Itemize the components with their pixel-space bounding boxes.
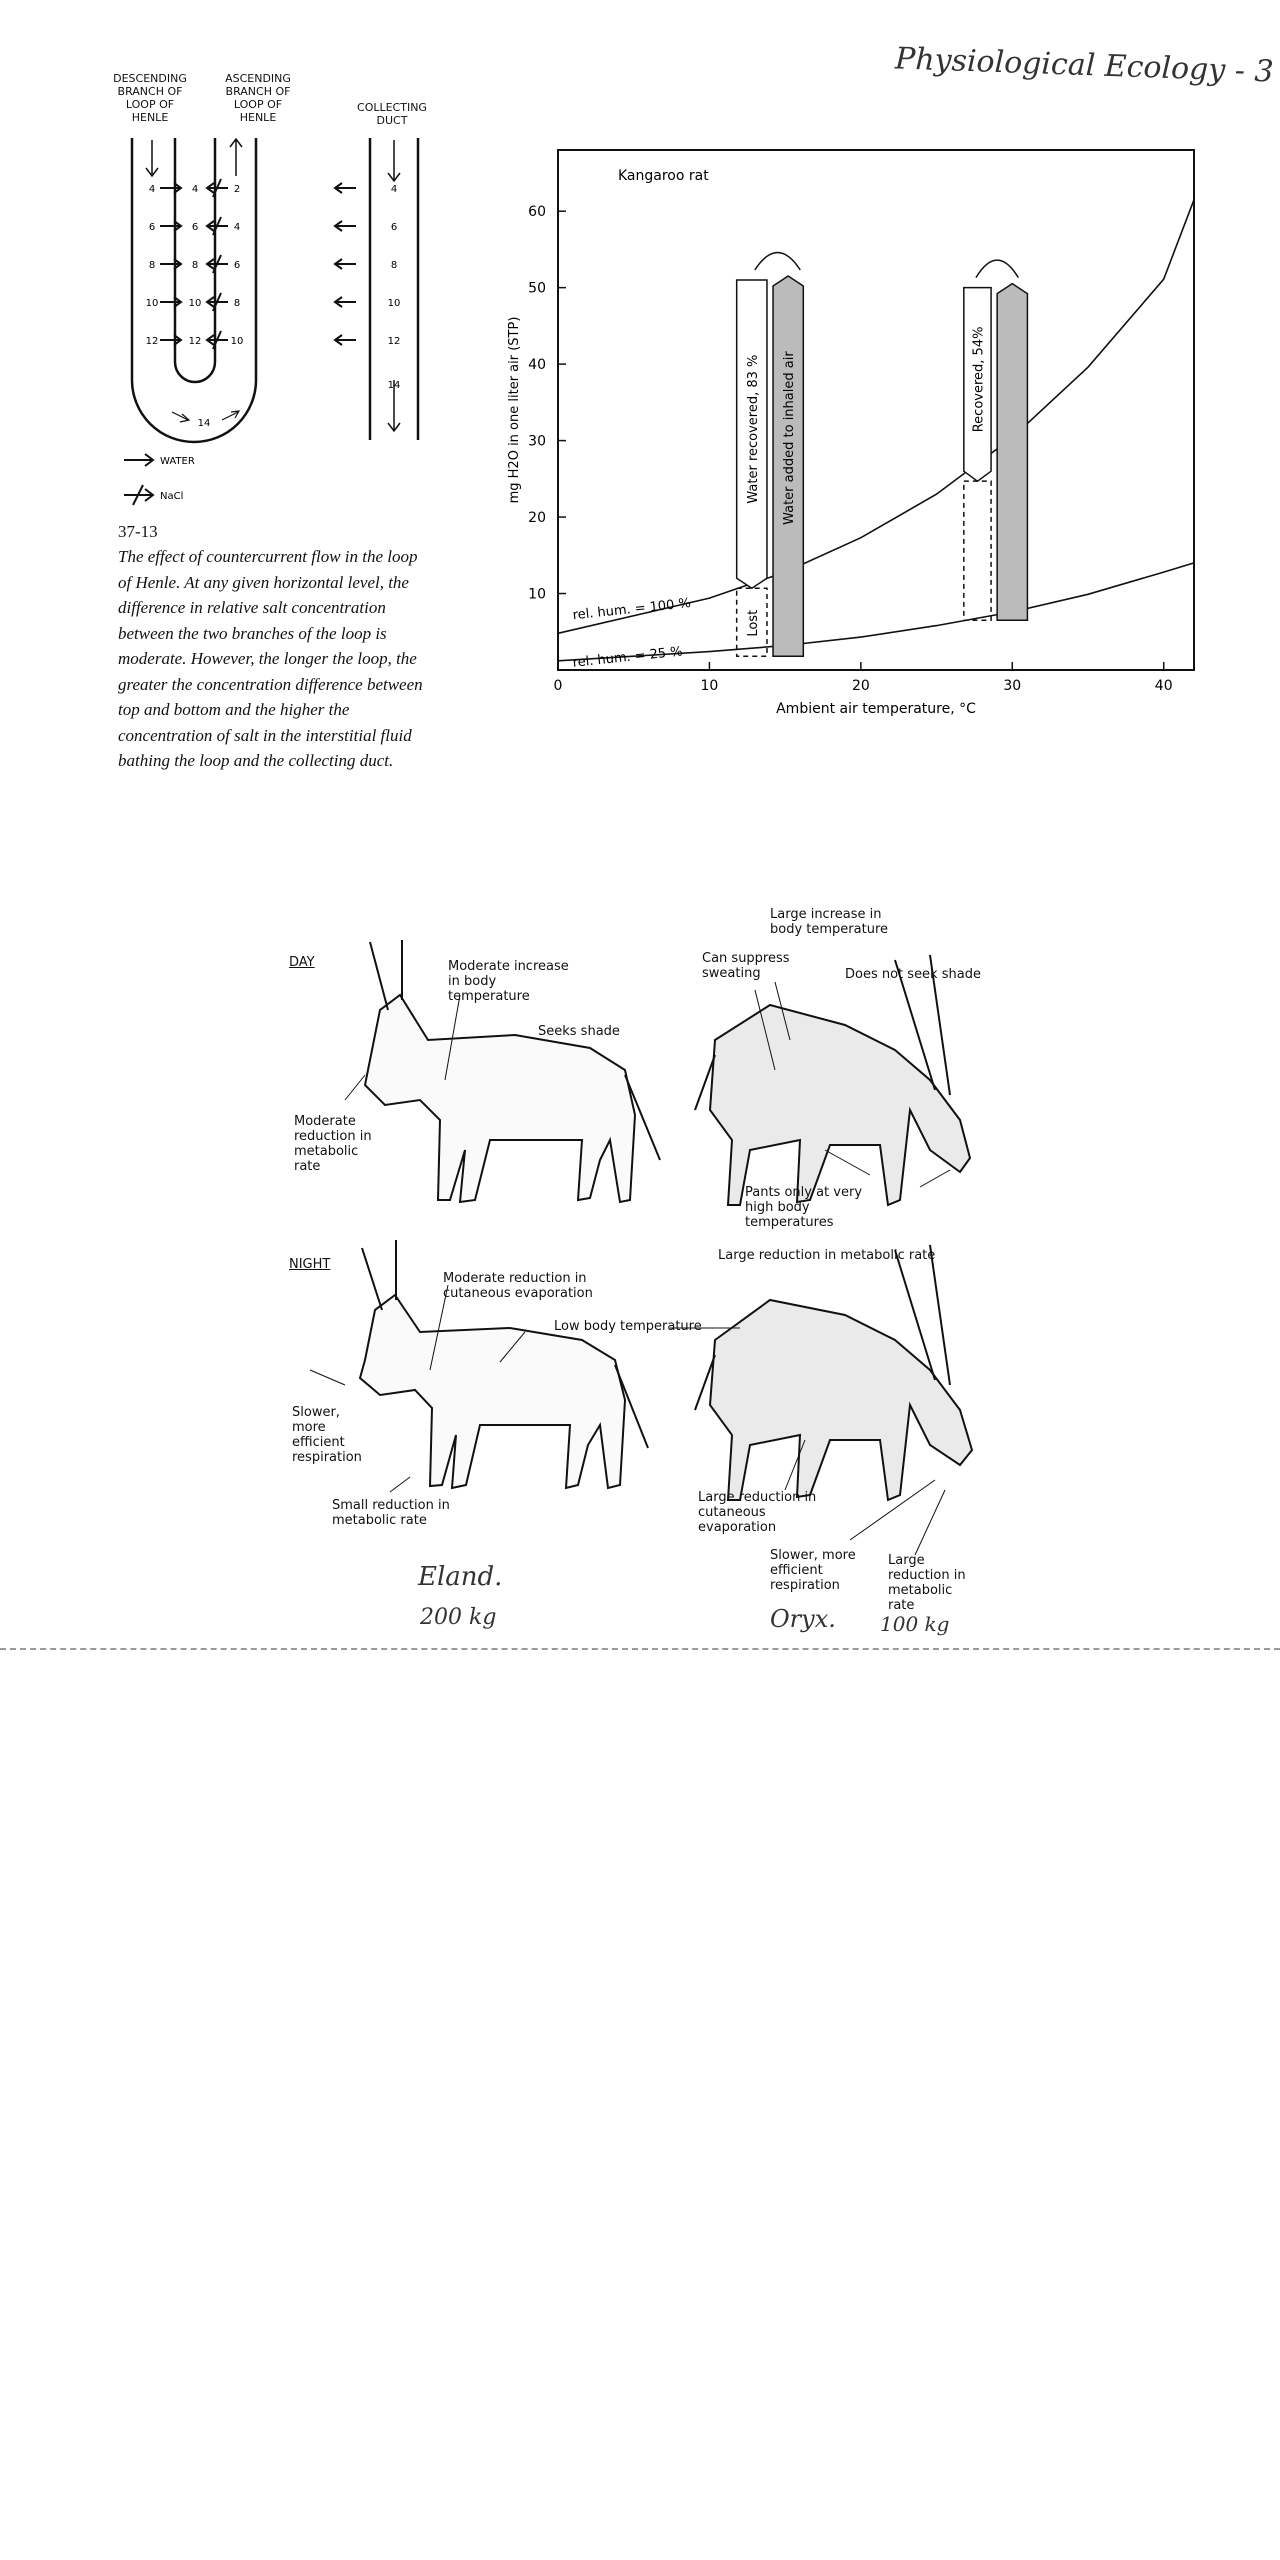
ascending-inner-value: 4 [191, 184, 199, 195]
oryx-day-annotation-metabolic: Large reduction in metabolic rate [718, 1248, 936, 1263]
oryx-day-annotation-body-temp: Large increase in body temperature [770, 907, 888, 937]
eland-day-annotation-metabolic: Moderate reduction in metabolic rate [294, 1114, 372, 1174]
duct-value: 8 [390, 260, 398, 271]
duct-water-arrow [335, 259, 356, 269]
eland-name: Eland. [418, 1562, 503, 1592]
bar-label-added: Water added to inhaled air [782, 351, 798, 525]
bottom-arrow-right [222, 411, 239, 420]
duct-value: 4 [390, 184, 398, 195]
down-flow-arrow [146, 140, 158, 176]
ascending-value: 4 [233, 222, 241, 233]
series-line [558, 200, 1194, 634]
salt-out-arrow [207, 293, 228, 311]
oryx-name: Oryx. [770, 1605, 836, 1633]
water-legend-arrow [124, 454, 153, 466]
descending-value: 12 [145, 336, 159, 347]
duct-water-arrow [335, 335, 356, 345]
x-tick-label: 40 [1154, 678, 1173, 694]
handwritten-title: Physiological Ecology - 3 [894, 41, 1275, 90]
water-out-arrow [160, 335, 181, 345]
oryx-day-drawing [695, 955, 970, 1205]
duct-water-arrow [335, 183, 356, 193]
night-label: NIGHT [289, 1257, 331, 1272]
scan-edge-line [0, 1648, 1280, 1650]
ascending-value: 10 [230, 336, 244, 347]
bar-label-lost: Lost [745, 609, 761, 637]
water-legend-label: WATER [160, 456, 195, 467]
transfer-arrow [755, 253, 800, 271]
y-tick-label: 60 [528, 204, 546, 221]
collecting-duct-label: COLLECTING DUCT [357, 101, 427, 127]
oryx-night-drawing [695, 1245, 972, 1500]
duct-value: 10 [387, 298, 401, 309]
descending-value: 6 [148, 222, 156, 233]
day-label: DAY [289, 955, 315, 970]
oryx-day-annotation-shade: Does not seek shade [845, 967, 981, 982]
descending-value: 8 [148, 260, 156, 271]
x-tick-label: 30 [1003, 678, 1022, 694]
ascending-branch-label: ASCENDING BRANCH OF LOOP OF HENLE [225, 72, 291, 124]
x-tick-label: 0 [553, 678, 563, 694]
oryx-day-annotation-sweating: Can suppress sweating [702, 951, 790, 981]
water-out-arrow [160, 259, 181, 269]
x-tick-label: 10 [700, 678, 719, 694]
oryx-mass: 100 kg [880, 1612, 950, 1636]
figure-caption: The effect of countercurrent flow in the loop of Henle. At any given horizontal level, the difference in relative salt concentration between the two branches of the loop is moderate. However, the longer the loop, the greater the concentration difference between top and bottom and the higher the concentration of salt in the interstitial fluid bathing the loop and the collecting duct. [118, 547, 423, 770]
salt-out-arrow [207, 331, 228, 349]
series-label: rel. hum. = 100 % [571, 595, 692, 624]
oryx-night-annotation-metabolic: Large reduction in metabolic rate [888, 1553, 966, 1613]
ascending-value: 2 [233, 184, 241, 195]
salt-out-arrow [207, 179, 228, 197]
water-out-arrow [160, 183, 181, 193]
loop-bottom-value: 14 [197, 418, 211, 429]
loop-of-henle-diagram [100, 130, 440, 510]
eland-day-annotation-shade: Seeks shade [538, 1024, 620, 1039]
figure-number: 37-13 [118, 522, 158, 541]
duct-value: 6 [390, 222, 398, 233]
x-axis-label: Ambient air temperature, °C [776, 701, 976, 717]
ascending-inner-value: 12 [188, 336, 202, 347]
kangaroo-rat-chart [500, 130, 1220, 730]
y-tick-label: 50 [528, 280, 546, 297]
water-out-arrow [160, 221, 181, 231]
salt-out-arrow [207, 217, 228, 235]
duct-value: 14 [387, 380, 401, 391]
y-tick-label: 30 [528, 433, 546, 450]
bar-label-recovered-54: Recovered, 54% [971, 326, 987, 433]
duct-water-arrow [335, 221, 356, 231]
bar-added [997, 284, 1027, 621]
eland-night-annotation-evaporation: Moderate reduction in cutaneous evaporation [443, 1271, 593, 1301]
ascending-value: 8 [233, 298, 241, 309]
bottom-arrow-left [172, 412, 189, 422]
nacl-legend-arrow [124, 485, 153, 505]
eland-night-annotation-body-temp: Low body temperature [554, 1319, 702, 1334]
ascending-inner-value: 6 [191, 222, 199, 233]
y-axis-label: mg H2O in one liter air (STP) [507, 316, 522, 504]
bar-lost [964, 481, 991, 620]
water-out-arrow [160, 297, 181, 307]
transfer-arrow [976, 260, 1018, 278]
descending-value: 4 [148, 184, 156, 195]
nacl-legend-label: NaCl [160, 491, 184, 502]
descending-branch-label: DESCENDING BRANCH OF LOOP OF HENLE [113, 72, 187, 124]
series-label: rel. hum. = 25 % [571, 644, 684, 671]
eland-night-annotation-respiration: Slower, more efficient respiration [292, 1405, 362, 1465]
up-flow-arrow [230, 139, 242, 176]
y-tick-label: 40 [528, 357, 546, 374]
duct-value: 12 [387, 336, 401, 347]
duct-flow-arrow-top [388, 140, 400, 181]
y-tick-label: 20 [528, 510, 546, 527]
oryx-night-annotation-evaporation: Large reduction in cutaneous evaporation [698, 1490, 817, 1535]
bar-label-recovered: Water recovered, 83 % [745, 354, 761, 504]
chart-title: Kangaroo rat [618, 168, 709, 184]
eland-day-annotation-body-temp: Moderate increase in body temperature [448, 959, 569, 1004]
y-tick-label: 10 [528, 586, 546, 603]
oryx-day-annotation-pants: Pants only at very high body temperatures [745, 1185, 863, 1230]
ascending-inner-value: 10 [188, 298, 202, 309]
eland-mass: 200 kg [420, 1605, 497, 1630]
eland-night-annotation-metabolic: Small reduction in metabolic rate [332, 1498, 450, 1528]
oryx-night-annotation-respiration: Slower, more efficient respiration [770, 1548, 856, 1593]
salt-out-arrow [207, 255, 228, 273]
descending-value: 10 [145, 298, 159, 309]
ascending-inner-value: 8 [191, 260, 199, 271]
x-tick-label: 20 [851, 678, 870, 694]
ascending-value: 6 [233, 260, 241, 271]
duct-water-arrow [335, 297, 356, 307]
